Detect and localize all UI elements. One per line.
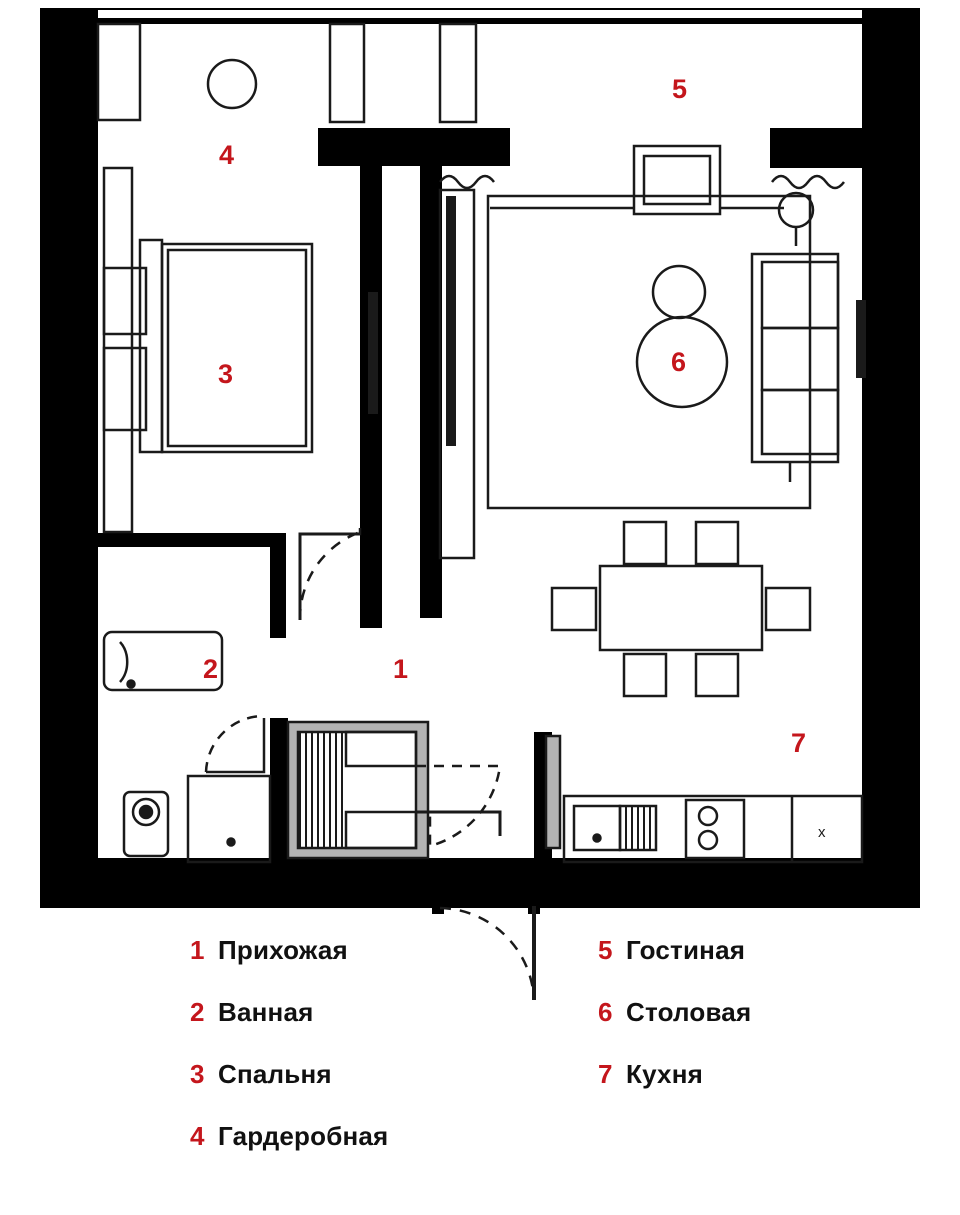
legend-item-7 [598,1059,751,1121]
legend-column-left [190,935,388,1183]
legend-item-5 [598,935,751,997]
legend [0,935,960,1215]
room-marker-3: 3 [218,359,234,389]
legend-item-2 [190,997,388,1059]
legend-item-1 [190,935,388,997]
legend-label: Кухня [626,1059,703,1089]
legend-number: 3 [190,1059,205,1089]
room-marker-5: 5 [672,74,688,104]
legend-item-6 [598,997,751,1059]
legend-number: 7 [598,1059,613,1089]
dining-set [552,522,810,696]
room-kitchen [546,736,862,862]
legend-label: Прихожая [218,935,348,965]
room-living [488,146,866,508]
room-bathroom [104,632,270,862]
room-marker-6: 6 [671,347,687,377]
room-hallway [288,176,500,858]
legend-label: Столовая [626,997,752,1027]
legend-label: Спальня [218,1059,332,1089]
legend-number: 1 [190,935,205,965]
legend-number: 2 [190,997,205,1027]
room-wardrobe [98,24,476,122]
legend-item-3 [190,1059,388,1121]
door-bedroom [300,528,360,620]
legend-label: Ванная [218,997,314,1027]
legend-label: Гардеробная [218,1121,389,1151]
legend-number: 4 [190,1121,205,1151]
room-marker-4: 4 [219,140,235,170]
legend-item-4 [190,1121,388,1183]
legend-column-right [598,935,751,1121]
room-marker-1: 1 [393,654,409,684]
room-bedroom [104,168,378,532]
legend-number: 6 [598,997,613,1027]
room-marker-2: 2 [203,654,219,684]
legend-label: Гостиная [626,935,746,965]
fridge-mark: x [818,824,826,841]
room-marker-7: 7 [791,728,807,758]
legend-number: 5 [598,935,613,965]
interior-walls [98,128,864,862]
top-glazing-strip [98,10,862,18]
